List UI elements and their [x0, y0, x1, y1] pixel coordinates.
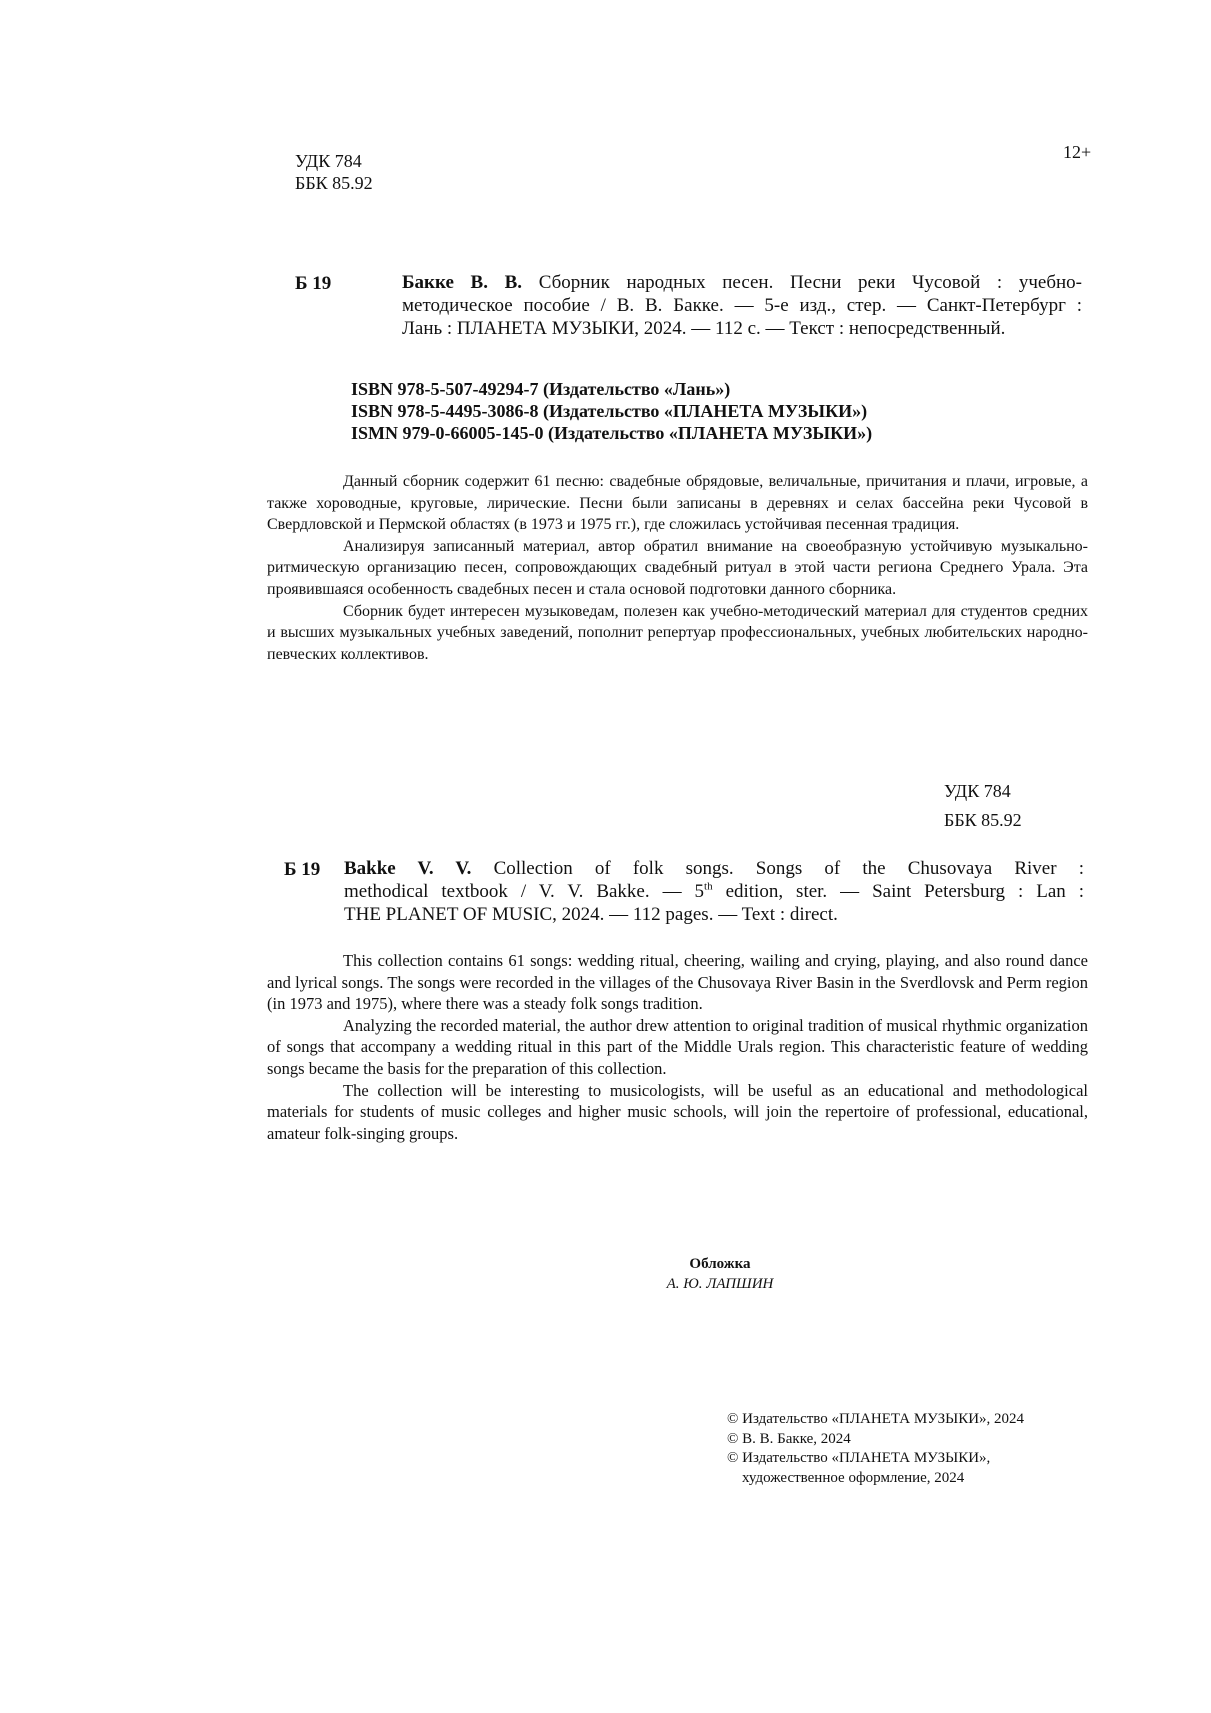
udk-code-en: УДК 784 [944, 781, 1011, 801]
abstract-ru-paragraph: Анализируя записанный материал, автор обратил внимание на своеобразную устойчивую музыкально-ритмическую организацию песен, сопровождающих свадебный ритуал в этой части региона Среднего Урала. Эта проявившаяся особенность свадебных песен и стала основой подготовки данного сборника. [267, 537, 1088, 598]
copyright-block [727, 1410, 1024, 1488]
cover-credit-artist: А. Ю. ЛАПШИН [666, 1276, 774, 1292]
isbn-lan: ISBN 978-5-507-49294-7 (Издательство «Лань») [351, 379, 731, 399]
abstract-ru [267, 471, 1088, 665]
copyright-line: © Издательство «ПЛАНЕТА МУЗЫКИ», 2024 [727, 1411, 1025, 1427]
abstract-en-paragraph: This collection contains 61 songs: wedding ritual, cheering, wailing and crying, playing, and also round dance and lyrical songs. The songs were recorded in the villages of the Chusovaya River Basin in the Sverdlovsk and Perm region (in 1973 and 1975), where there was a steady folk songs tradition. [267, 951, 1088, 1014]
edition-superscript: th [704, 880, 713, 893]
bbk-code-en: ББК 85.92 [944, 810, 1022, 830]
bib-en-line-2: methodical textbook / V. V. Bakke. — 5th edition, ster. — Saint Petersburg : Lan : [344, 880, 1084, 902]
bib-en-line-1: Bakke V. V. Collection of folk songs. Songs of the Chusovaya River : [344, 858, 1084, 879]
udk-code: УДК 784 [295, 151, 362, 171]
bibliographic-description-ru [402, 271, 1082, 340]
abstract-en-paragraph: The collection will be interesting to musicologists, will be useful as an educational and methodological materials for students of music colleges and higher music schools, will join the repertoire of professional, educational, amateur folk-singing groups. [267, 1080, 1088, 1143]
classification-codes [295, 150, 373, 194]
cover-credit-title: Обложка [689, 1256, 751, 1272]
abstract-en-paragraph: Analyzing the recorded material, the author drew attention to original tradition of musical rhythmic organization of songs that accompany a wedding ritual in this part of the Middle Urals region. This characteristic feature of wedding songs became the basis for the preparation of this collection. [267, 1015, 1088, 1078]
abstract-ru-paragraph: Сборник будет интересен музыковедам, полезен как учебно-методический материал для студентов средних и высших музыкальных учебных заведений, пополнит репертуар профессиональных, учебных любительских народно-певческих коллективов. [267, 602, 1088, 663]
copyright-line: © Издательство «ПЛАНЕТА МУЗЫКИ», [727, 1450, 991, 1466]
identifiers-block [351, 378, 872, 444]
age-rating: 12+ [1063, 142, 1092, 162]
copyright-line: художественное оформление, 2024 [742, 1469, 965, 1486]
bibliographic-description-en [344, 857, 1084, 926]
bib-line-1: Бакке В. В. Сборник народных песен. Песни реки Чусовой : учебно- [402, 272, 1082, 293]
abstract-ru-paragraph: Данный сборник содержит 61 песню: свадебные обрядовые, величальные, причитания и плачи, игровые, а также хороводные, круговые, лирические. Песни были записаны в деревнях и селах бассейна реки Чусовой в Свердловской и Пермской областях (в 1973 и 1975 гг.), где сложилась устойчивая песенная традиция. [267, 473, 1088, 534]
bib-line-2: методическое пособие / В. В. Бакке. — 5-е изд., стер. — Санкт-Петербург : [402, 295, 1082, 316]
copyright-line: © В. В. Бакке, 2024 [727, 1430, 851, 1447]
bbk-code: ББК 85.92 [295, 173, 373, 193]
classification-codes-en [944, 777, 1022, 835]
abstract-en [267, 950, 1088, 1144]
author-name-en: Bakke V. V. [344, 858, 472, 879]
author-sign-ru: Б 19 [295, 273, 332, 294]
ismn-planeta: ISMN 979-0-66005-145-0 (Издательство «ПЛАНЕТА МУЗЫКИ») [351, 423, 873, 443]
author-name-ru: Бакке В. В. [402, 272, 523, 293]
author-sign-en: Б 19 [284, 859, 321, 880]
bib-en-line-3: THE PLANET OF MUSIC, 2024. — 112 pages. — Text : direct. [344, 904, 838, 925]
bib-line-3: Лань : ПЛАНЕТА МУЗЫКИ, 2024. — 112 с. — Текст : непосредственный. [402, 318, 1006, 339]
isbn-planeta: ISBN 978-5-4495-3086-8 (Издательство «ПЛАНЕТА МУЗЫКИ») [351, 401, 868, 421]
